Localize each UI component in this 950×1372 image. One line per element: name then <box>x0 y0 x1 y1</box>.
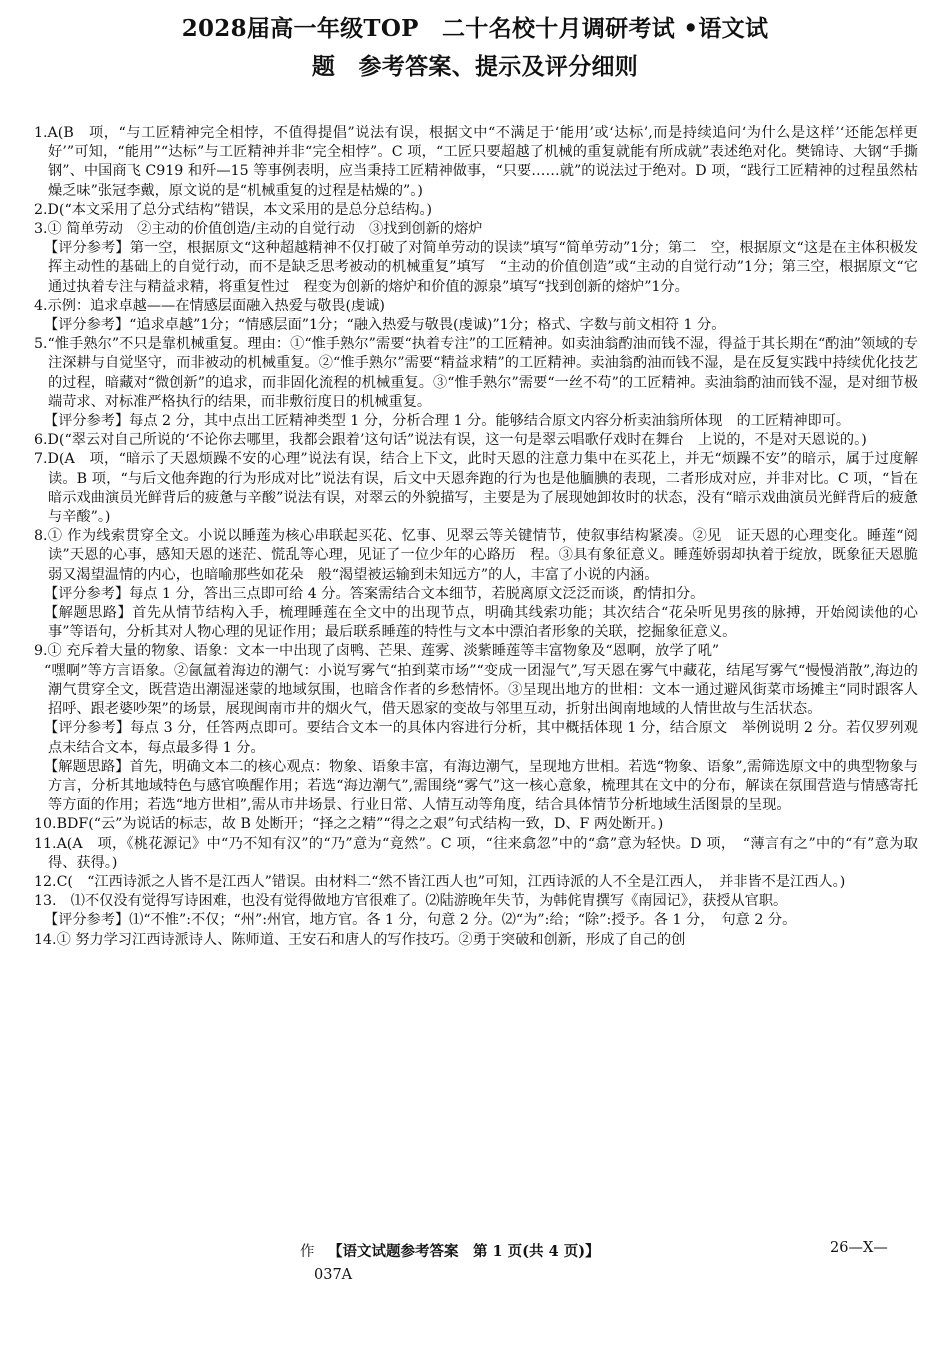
answer-item: 13. ⑴不仅没有觉得写诗困难，也没有觉得做地方官很难了。⑵陆游晚年失节，为韩侂胄撰写《南园记》，获授从官职。 <box>34 893 788 910</box>
footer-exam-code: 26—X— <box>830 1240 888 1256</box>
answer-note: 【评分参考】第一空，根据原文“这种超越精神不仅打破了对简单劳动的误读”填写“简单劳动”1分；第二 空，根据原文“这是在主体积极发挥主动性的基础上的自觉行动，而不是缺乏思考被动的机械重复”填写 “主动的价值创造”或“主动的自觉行动”1分；第三空，根据原文“它通过执着专注与精益求精，将重复性过 程变为创新的熔炉和价值的源泉”填写“找到创新的熔炉”1分。 <box>44 240 918 295</box>
answer-note: 【评分参考】⑴“不惟”:不仅；“州”:州官，地方官。各 1 分，句意 2 分。⑵“为”:给；“除”:授予。各 1 分， 句意 2 分。 <box>44 912 797 929</box>
answer-item: 3.① 简单劳动 ②主动的价值创造/主动的自觉行动 ③找到创新的熔炉 <box>34 221 483 238</box>
answer-item: 1.A(B 项，“与工匠精神完全相悖，不值得提倡”说法有误，根据文中“不满足于‘能用’或‘达标’,而是持续追问‘为什么是这样’‘还能怎样更好’”可知，“能用”“达标”与工匠精神并非“完全相悖”。C 项，“工匠只要超越了机械的重复就能有所成就”表述绝对化。樊锦诗、大钢“手撕钢”、中国商飞 C919 和歼—15 等事例表明，应当秉持工匠精神做事，“只要……就”的说法过于绝对。D 项，“践行工匠精神的过程虽然枯燥乏味”张冠李戴，原文说的是“机械重复的过程是枯燥的”。) <box>34 125 918 199</box>
answer-item: 9.① 充斥着大量的物象、语象：文本一中出现了卤鸭、芒果、莲雾、淡紫睡莲等丰富物象及“恩啊，放学了吼” <box>34 643 720 660</box>
page-footer <box>300 1240 920 1260</box>
answer-note: 【评分参考】“追求卓越”1分；“情感层面”1分；“融入热爱与敬畏(虔诚)”1分；格式、字数与前文相符 1 分。 <box>44 317 726 334</box>
document-title-line-1: 2028届高一年级TOP 二十名校十月调研考试 •语文试 <box>181 15 769 42</box>
answer-note: 【解题思路】首先从情节结构入手，梳理睡莲在全文中的出现节点，明确其线索功能；其次结合“花朵听见男孩的脉搏，开始阅读他的心事”等语句，分析其对人物心理的见证作用；最后联系睡莲的特性与文本中漂泊者形象的关联，挖掘象征意义。 <box>44 605 918 641</box>
answer-item: 5.“惟手熟尔”不只是靠机械重复。理由：①“惟手熟尔”需要“执着专注”的工匠精神。如卖油翁酌油而钱不湿，得益于其长期在“酌油”领域的专注深耕与自觉坚守，而非被动的机械重复。②“惟手熟尔”需要“精益求精”的工匠精神。卖油翁酌油而钱不湿，是在反复实践中持续优化技艺的过程，暗藏对“微创新”的追求，而非固化流程的机械重复。③“惟手熟尔”需要“一丝不苟”的工匠精神。卖油翁酌油而钱不湿，是对细节极端苛求、对标准严格执行的结果，而非敷衍度日的机械重复。 <box>34 336 918 410</box>
answer-item: 11.A(A 项，《桃花源记》中“乃不知有汉”的“乃”意为“竟然”。C 项，“往来翕忽”中的“翕”意为轻快。D 项， “薄言有之”中的“有”意为取得、获得。) <box>34 835 918 871</box>
answer-item: 6.D(“翠云对自己所说的‘不论你去哪里，我都会跟着’这句话”说法有误，这一句是翠云唱歌仔戏时在舞台 上说的，不是对天恩说的。) <box>34 432 867 449</box>
answer-item: 2.D(“本文采用了总分式结构”错误，本文采用的是总分总结构。) <box>34 201 433 218</box>
answer-item: 7.D(A 项，“暗示了天恩烦躁不安的心理”说法有误，结合上下文，此时天恩的注意力集中在买花上，并无“烦躁不安”的暗示，属于过度解读。B 项，“与后文他奔跑的行为形成对比”说法有误，后文中天恩奔跑的行为也是他腼腆的表现，二者形成对应，并非对比。C 项，“旨在暗示戏曲演员光鲜背后的疲惫与辛酸”说法有误，对翠云的外貌描写，主要是为了展现她卸妆时的状态，没有“暗示戏曲演员光鲜背后的疲惫与辛酸”。) <box>34 451 918 526</box>
answer-item: 8.① 作为线索贯穿全文。小说以睡莲为核心串联起买花、忆事、见翠云等关键情节，使叙事结构紧凑。②见 证天恩的心理变化。睡莲“阅读”天恩的心事，感知天恩的迷茫、慌乱等心理，见证了一位少年的心路历 程。③具有象征意义。睡莲娇弱却执着于绽放，既象征天恩脆弱又渴望温情的内心，也暗喻那些如花朵 般“渴望被运输到未知远方”的人，丰富了小说的内涵。 <box>34 528 918 583</box>
answer-note: “嘿啊”等方言语象。②氤氲着海边的潮气：小说写雾气“拍到菜市场”“变成一团湿气”,写天恩在雾气中藏花，结尾写雾气“慢慢消散”,海边的潮气贯穿全文，既营造出潮湿迷蒙的地域氛围，也暗含作者的乡愁情怀。③呈现出地方的世相：文本一通过避风街菜市场摊主“同时跟客人招呼、跟老婆吵架”的场景，展现闽南市井的烟火气，借天恩家的变故与邻里互动，折射出闽南地域的人情世故与生活状态。 <box>44 662 918 718</box>
footer-page-label: 【语文试题参考答案 第 1 页(共 4 页)】 <box>328 1243 600 1260</box>
document-title-line-2: 题 参考答案、提示及评分细则 <box>311 53 639 80</box>
answer-note: 【评分参考】每点 1 分，答出三点即可给 4 分。答案需结合文本细节，若脱离原文泛泛而谈，酌情扣分。 <box>44 585 705 602</box>
answer-note: 【解题思路】首先，明确文本二的核心观点：物象、语象丰富，有海边潮气，呈现地方世相。若选“物象、语象”,需筛选原文中的典型物象与方言，分析其地域特色与感官唤醒作用；若选“海边潮气”,需围绕“雾气”这一核心意象，梳理其在文中的分布，解读在氛围营造与情感寄托等方面的作用；若选“地方世相”,需从市井场景、行业日常、人情互动等角度，结合具体情节分析地域生活图景的呈现。 <box>44 758 918 814</box>
answer-item: 4.示例：追求卓越——在情感层面融入热爱与敬畏(虔诚) <box>34 297 385 314</box>
answer-note: 【评分参考】每点 3 分，任答两点即可。要结合文本一的具体内容进行分析，其中概括体现 1 分，结合原文 举例说明 2 分。若仅罗列观点未结合文本，每点最多得 1 分。 <box>44 720 918 756</box>
footer-continuation: 作 <box>300 1244 315 1260</box>
answer-item: 10.BDF(“云”为说话的标志，故 B 处断开；“择之之精”“得之之艰”句式结构一致，D、F 两处断开。) <box>34 816 664 833</box>
footer-exam-code-suffix: 037A <box>314 1267 353 1283</box>
answer-item: 12.C( “江西诗派之人皆不是江西人”错误。由材料二“然不皆江西人也”可知，江西诗派的人不全是江西人， 并非皆不是江西人。) <box>34 873 846 890</box>
answer-note: 【评分参考】每点 2 分，其中点出工匠精神类型 1 分，分析合理 1 分。能够结合原文内容分析卖油翁所体现 的工匠精神即可。 <box>44 413 851 430</box>
answer-key-body <box>34 124 918 950</box>
answer-item: 14.① 努力学习江西诗派诗人、陈师道、王安石和唐人的写作技巧。②勇于突破和创新，形成了自己的创 <box>34 931 686 948</box>
